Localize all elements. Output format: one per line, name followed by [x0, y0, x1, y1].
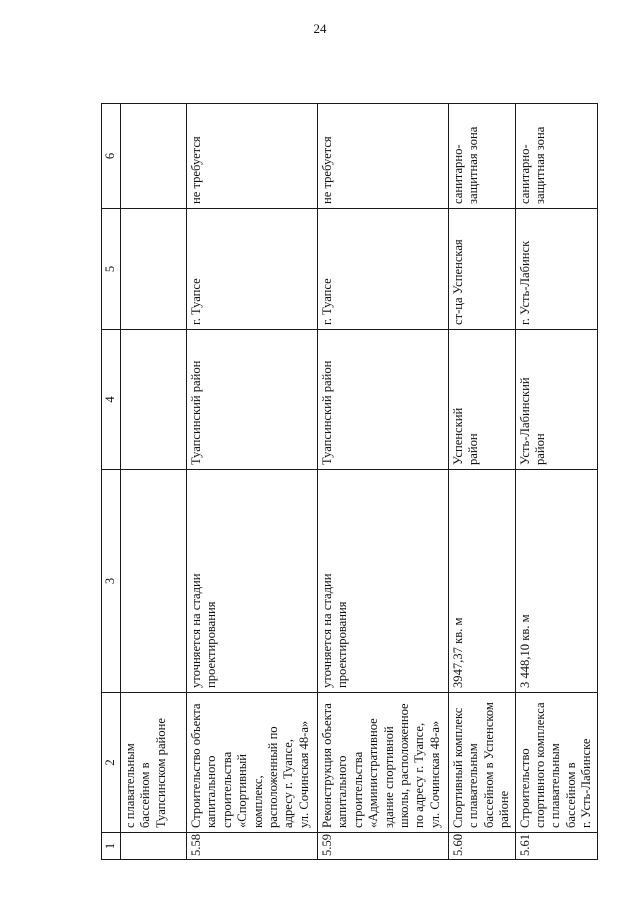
cell-area — [449, 470, 516, 693]
cell-line: уточняется на стадии — [189, 573, 203, 688]
cell-district — [187, 330, 318, 470]
cell-line: санитарно- — [451, 144, 465, 204]
cell-zone — [515, 104, 597, 209]
cell-line: капитального — [335, 755, 350, 828]
cell-district — [318, 330, 449, 470]
cell-name — [515, 693, 597, 833]
cell-line: уточняется на стадии — [320, 573, 334, 688]
cell-line: строительства — [219, 751, 234, 828]
cell-line: защитная зона — [533, 126, 548, 204]
page-number: 24 — [313, 21, 327, 36]
cell-line: Реконструкция объекта — [320, 703, 334, 828]
cell-district — [515, 330, 597, 470]
cell-locality — [318, 209, 449, 330]
cell-locality — [187, 209, 318, 330]
cell-line: Строительство объекта — [189, 703, 203, 828]
cell-line: г. Усть-Лабинске — [579, 738, 594, 828]
cell-line: проектирования — [335, 601, 350, 688]
cell-locality — [121, 209, 187, 330]
header-row — [102, 104, 121, 860]
cell-district — [449, 330, 516, 470]
cell-line: г. Туапсе — [320, 278, 334, 325]
cell-line: с плавательным — [123, 743, 137, 828]
cell-name — [449, 693, 516, 833]
cell-name — [187, 693, 318, 833]
cell-line: Спортивный комплекс — [451, 707, 465, 828]
cell-line: расположенный по — [266, 726, 281, 828]
cell-line: бассейном в — [563, 762, 578, 828]
cell-line: Туапсинский район — [320, 360, 334, 465]
cell-line: адресу г. Туапсе, — [281, 739, 296, 828]
header-cell: 4 — [102, 330, 121, 470]
table-row — [515, 104, 597, 860]
cell-line: проектирования — [204, 601, 219, 688]
cell-line: школы, расположенное — [397, 703, 412, 828]
cell-line: район — [466, 433, 481, 465]
row-number: 5.59 — [318, 833, 449, 860]
cell-line: строительства — [350, 751, 365, 828]
cell-line: бассейном в — [138, 762, 153, 828]
cell-line: санитарно- — [517, 144, 532, 204]
cell-line: по адресу г. Туапсе, — [412, 722, 427, 828]
cell-line: не требуется — [189, 136, 203, 204]
table-row — [318, 104, 449, 860]
cell-district — [121, 330, 187, 470]
header-cell: 5 — [102, 209, 121, 330]
cell-line: 3947,37 кв. м — [451, 617, 465, 688]
cell-line: Туапсинском районе — [153, 718, 168, 828]
cell-line: здание спортивной — [381, 726, 396, 828]
cell-line: 3 448,10 кв. м — [517, 614, 532, 688]
cell-line: г. Туапсе — [189, 278, 203, 325]
cell-zone — [318, 104, 449, 209]
rotated-table-container — [101, 104, 594, 860]
cell-line: Строительство — [517, 748, 532, 828]
header-cell: 2 — [102, 693, 121, 833]
cell-line: «Административное — [366, 718, 381, 828]
objects-table — [101, 103, 598, 860]
cell-line: бассейном в Успенском — [481, 702, 496, 828]
row-number: 5.60 — [449, 833, 516, 860]
cell-area — [187, 470, 318, 693]
cell-line: не требуется — [320, 136, 334, 204]
cell-area — [515, 470, 597, 693]
cell-line: ул. Сочинская 48-а» — [296, 720, 311, 828]
row-number: 5.61 — [515, 833, 597, 860]
cell-line: Туапсинский район — [189, 360, 203, 465]
row-number — [121, 833, 187, 860]
cell-line: Усть-Лабинский — [517, 377, 532, 465]
cell-line: «Спортивный — [235, 754, 250, 828]
cell-zone — [187, 104, 318, 209]
cell-line: с плавательным — [466, 743, 481, 828]
cell-line: с плавательным — [548, 743, 563, 828]
cell-line: капитального — [204, 755, 219, 828]
cell-line: ст-ца Успенская — [451, 239, 465, 325]
cell-area — [318, 470, 449, 693]
cell-area — [121, 470, 187, 693]
cell-line: комплекс, — [250, 775, 265, 828]
cell-locality — [515, 209, 597, 330]
cell-name — [121, 693, 187, 833]
cell-line: г. Усть-Лабинск — [517, 240, 532, 325]
cell-zone — [449, 104, 516, 209]
row-number: 5.58 — [187, 833, 318, 860]
cell-name — [318, 693, 449, 833]
cell-line: спортивного комплекса — [533, 702, 548, 828]
cell-locality — [449, 209, 516, 330]
cell-line: Успенский — [451, 407, 465, 465]
table-row — [187, 104, 318, 860]
cell-line: ул. Сочинская 48-а» — [427, 720, 442, 828]
header-cell: 1 — [102, 833, 121, 860]
table-row — [449, 104, 516, 860]
cell-line: районе — [497, 790, 512, 828]
header-cell: 6 — [102, 104, 121, 209]
cell-line: район — [533, 433, 548, 465]
cell-line: защитная зона — [466, 126, 481, 204]
header-cell: 3 — [102, 470, 121, 693]
cell-zone — [121, 104, 187, 209]
table-row — [121, 104, 187, 860]
